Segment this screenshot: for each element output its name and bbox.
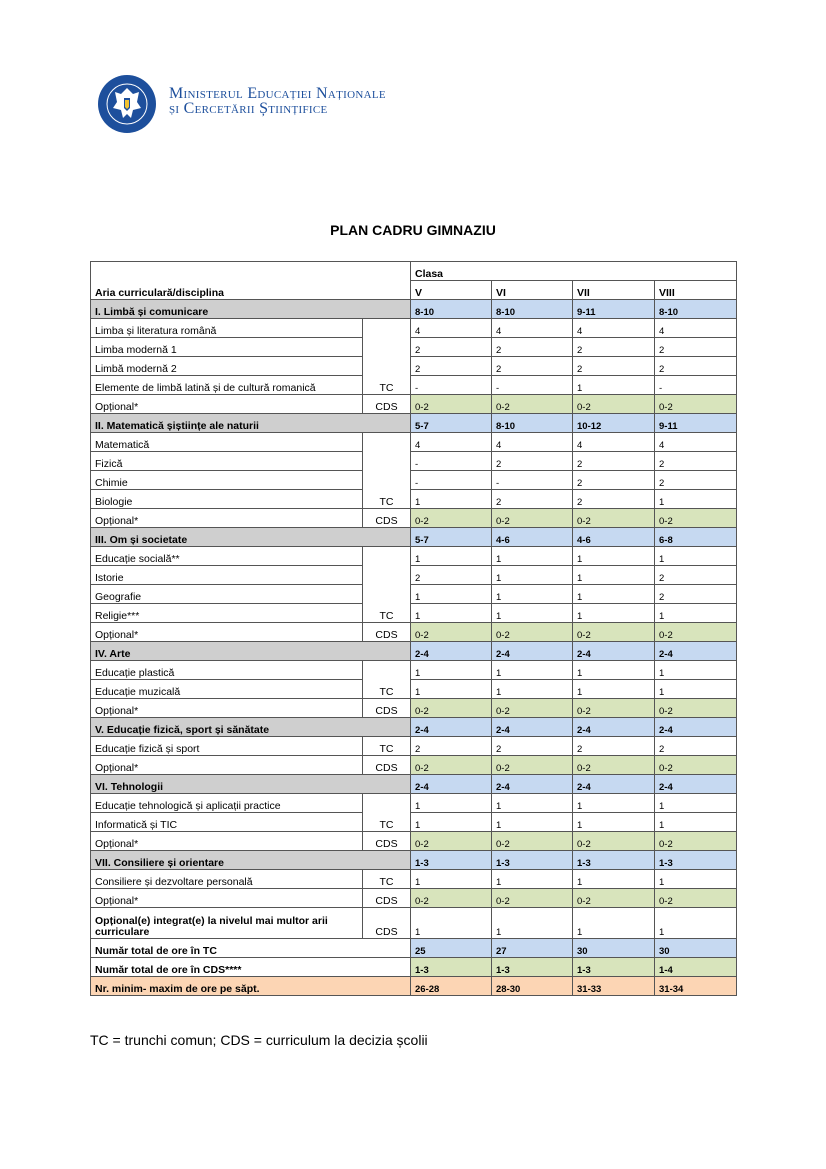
value-cell: 0-2: [411, 509, 492, 528]
subject-row: [91, 566, 737, 585]
clasa-header: Clasa: [411, 262, 737, 281]
value-cell: 1: [655, 908, 737, 939]
total-name: Număr total de ore în TC: [91, 939, 411, 958]
value-cell: 1: [573, 813, 655, 832]
area-row: [91, 528, 737, 547]
value-cell: 4: [655, 433, 737, 452]
total-name: Număr total de ore în CDS****: [91, 958, 411, 977]
value-cell: 1: [573, 661, 655, 680]
cds-label: CDS: [363, 908, 411, 939]
value-cell: 1: [411, 680, 492, 699]
value-cell: 0-2: [492, 756, 573, 775]
value-cell: 4: [655, 319, 737, 338]
value-cell: 0-2: [655, 889, 737, 908]
value-cell: 0-2: [411, 699, 492, 718]
subject-name: Istorie: [91, 566, 363, 585]
value-cell: 1: [411, 794, 492, 813]
value-cell: 1: [573, 870, 655, 889]
value-cell: 1: [492, 813, 573, 832]
area-header: Aria curriculară/disciplina: [91, 262, 411, 300]
value-cell: 1: [492, 566, 573, 585]
value-cell: -: [411, 376, 492, 395]
value-cell: 4: [492, 433, 573, 452]
value-cell: 1: [492, 908, 573, 939]
grade-header: VII: [573, 281, 655, 300]
value-cell: 0-2: [655, 623, 737, 642]
value-cell: 26-28: [411, 977, 492, 996]
value-cell: 2-4: [411, 642, 492, 661]
subject-name: Limba modernă 1: [91, 338, 363, 357]
value-cell: 2-4: [492, 718, 573, 737]
ministry-line-2: și Cercetării Științifice: [169, 100, 328, 117]
value-cell: 2: [655, 338, 737, 357]
value-cell: 2-4: [492, 775, 573, 794]
value-cell: 1: [411, 813, 492, 832]
value-cell: 9-11: [655, 414, 737, 433]
value-cell: 8-10: [655, 300, 737, 319]
value-cell: 1: [411, 908, 492, 939]
table-header-row: [91, 262, 737, 281]
optional-row: [91, 832, 737, 851]
value-cell: 4: [411, 319, 492, 338]
value-cell: 1-4: [655, 958, 737, 977]
value-cell: 1: [492, 661, 573, 680]
subject-row: [91, 794, 737, 813]
optional-name: Opțional*: [91, 756, 363, 775]
value-cell: 2-4: [573, 775, 655, 794]
value-cell: 2: [492, 490, 573, 509]
tc-label: TC: [363, 870, 411, 889]
government-seal-logo: [97, 74, 157, 134]
table-body: [91, 262, 737, 996]
value-cell: 2-4: [411, 718, 492, 737]
cds-label: CDS: [363, 832, 411, 851]
subject-row: [91, 452, 737, 471]
cds-label: CDS: [363, 623, 411, 642]
value-cell: 1: [655, 870, 737, 889]
value-cell: 2: [573, 490, 655, 509]
value-cell: 2: [655, 452, 737, 471]
subject-row: [91, 585, 737, 604]
value-cell: 0-2: [655, 699, 737, 718]
cds-label: CDS: [363, 889, 411, 908]
value-cell: 31-33: [573, 977, 655, 996]
value-cell: 1: [573, 604, 655, 623]
value-cell: 4-6: [573, 528, 655, 547]
value-cell: 1-3: [573, 958, 655, 977]
cds-label: CDS: [363, 395, 411, 414]
value-cell: 1: [492, 547, 573, 566]
value-cell: 2: [492, 357, 573, 376]
optional-row: [91, 623, 737, 642]
optional-name: Opțional*: [91, 623, 363, 642]
value-cell: 2: [655, 737, 737, 756]
subject-row: [91, 661, 737, 680]
subject-name: Limbă modernă 2: [91, 357, 363, 376]
value-cell: 0-2: [411, 889, 492, 908]
area-name: I. Limbă și comunicare: [91, 300, 411, 319]
value-cell: 1: [573, 680, 655, 699]
value-cell: 2: [655, 585, 737, 604]
value-cell: 0-2: [655, 509, 737, 528]
subject-name: Geografie: [91, 585, 363, 604]
cds-label: CDS: [363, 756, 411, 775]
value-cell: 2: [655, 566, 737, 585]
value-cell: 2: [573, 338, 655, 357]
value-cell: 0-2: [573, 395, 655, 414]
value-cell: 0-2: [411, 623, 492, 642]
area-row: [91, 414, 737, 433]
value-cell: 1: [573, 376, 655, 395]
optional-name: Opțional*: [91, 889, 363, 908]
subject-row: [91, 319, 737, 338]
area-name: IV. Arte: [91, 642, 411, 661]
value-cell: 0-2: [573, 699, 655, 718]
value-cell: 0-2: [492, 699, 573, 718]
tc-label: TC: [363, 794, 411, 832]
value-cell: -: [492, 471, 573, 490]
value-cell: 1: [411, 490, 492, 509]
value-cell: -: [492, 376, 573, 395]
subject-row: [91, 433, 737, 452]
optional-row: [91, 756, 737, 775]
value-cell: 2-4: [655, 775, 737, 794]
value-cell: 2: [411, 338, 492, 357]
value-cell: 0-2: [492, 509, 573, 528]
value-cell: 1: [492, 870, 573, 889]
tc-label: TC: [363, 319, 411, 395]
value-cell: 2: [573, 452, 655, 471]
value-cell: 1: [573, 547, 655, 566]
value-cell: 4: [573, 319, 655, 338]
value-cell: 2-4: [411, 775, 492, 794]
subject-row: [91, 357, 737, 376]
value-cell: 6-8: [655, 528, 737, 547]
value-cell: 8-10: [411, 300, 492, 319]
value-cell: 2: [573, 737, 655, 756]
value-cell: 1: [573, 908, 655, 939]
value-cell: 4-6: [492, 528, 573, 547]
value-cell: 2: [655, 357, 737, 376]
subject-row: [91, 490, 737, 509]
value-cell: 0-2: [492, 623, 573, 642]
optional-name: Opțional*: [91, 832, 363, 851]
optional-row: [91, 395, 737, 414]
value-cell: 1-3: [573, 851, 655, 870]
value-cell: 2: [573, 471, 655, 490]
value-cell: 0-2: [411, 756, 492, 775]
cds-label: CDS: [363, 699, 411, 718]
grade-header: VIII: [655, 281, 737, 300]
value-cell: 1: [411, 547, 492, 566]
subject-name: Educație socială**: [91, 547, 363, 566]
subject-name: Educație plastică: [91, 661, 363, 680]
value-cell: 2-4: [655, 718, 737, 737]
subject-row: [91, 471, 737, 490]
value-cell: 2: [411, 566, 492, 585]
value-cell: 1: [655, 490, 737, 509]
value-cell: 27: [492, 939, 573, 958]
value-cell: -: [411, 452, 492, 471]
value-cell: 1: [655, 661, 737, 680]
subject-row: [91, 680, 737, 699]
subject-name: Fizică: [91, 452, 363, 471]
area-row: [91, 851, 737, 870]
value-cell: 1: [492, 794, 573, 813]
value-cell: 8-10: [492, 414, 573, 433]
value-cell: 5-7: [411, 528, 492, 547]
value-cell: 0-2: [573, 756, 655, 775]
total-tc-row: [91, 939, 737, 958]
value-cell: 2-4: [655, 642, 737, 661]
subject-row: [91, 338, 737, 357]
total-name: Nr. minim- maxim de ore pe săpt.: [91, 977, 411, 996]
value-cell: 2: [573, 357, 655, 376]
tc-label: TC: [363, 661, 411, 699]
value-cell: -: [655, 376, 737, 395]
ministry-name: [169, 86, 386, 116]
value-cell: 10-12: [573, 414, 655, 433]
value-cell: 1-3: [655, 851, 737, 870]
value-cell: 0-2: [492, 395, 573, 414]
grade-header: VI: [492, 281, 573, 300]
value-cell: 1: [655, 680, 737, 699]
subject-name: Elemente de limbă latină și de cultură romanică: [91, 376, 363, 395]
optional-row: [91, 889, 737, 908]
subject-name: Educație fizică și sport: [91, 737, 363, 756]
area-row: [91, 300, 737, 319]
value-cell: 1-3: [411, 958, 492, 977]
subject-name: Chimie: [91, 471, 363, 490]
value-cell: 1: [492, 680, 573, 699]
subject-name: Matematică: [91, 433, 363, 452]
area-name: VI. Tehnologii: [91, 775, 411, 794]
value-cell: 4: [411, 433, 492, 452]
optional-row: [91, 699, 737, 718]
value-cell: 2: [492, 737, 573, 756]
value-cell: 31-34: [655, 977, 737, 996]
value-cell: 5-7: [411, 414, 492, 433]
value-cell: 1: [573, 794, 655, 813]
value-cell: 0-2: [573, 889, 655, 908]
optional-name: Opțional*: [91, 395, 363, 414]
cds-label: CDS: [363, 509, 411, 528]
subject-name: Educație tehnologică și aplicații practice: [91, 794, 363, 813]
area-name: VII. Consiliere și orientare: [91, 851, 411, 870]
value-cell: 30: [573, 939, 655, 958]
value-cell: 1: [492, 604, 573, 623]
subject-row: [91, 813, 737, 832]
area-row: [91, 775, 737, 794]
subject-row: [91, 376, 737, 395]
subject-name: Biologie: [91, 490, 363, 509]
value-cell: 8-10: [492, 300, 573, 319]
subject-name: Consiliere și dezvoltare personală: [91, 870, 363, 889]
value-cell: 2: [492, 452, 573, 471]
area-name: III. Om și societate: [91, 528, 411, 547]
value-cell: -: [411, 471, 492, 490]
value-cell: 1: [655, 813, 737, 832]
value-cell: 1: [411, 585, 492, 604]
integrated-row: [91, 908, 737, 939]
legend-note: TC = trunchi comun; CDS = curriculum la decizia școlii: [90, 1032, 428, 1048]
value-cell: 1: [411, 604, 492, 623]
subject-name: Informatică și TIC: [91, 813, 363, 832]
area-row: [91, 642, 737, 661]
optional-row: [91, 509, 737, 528]
subject-row: [91, 737, 737, 756]
value-cell: 0-2: [411, 395, 492, 414]
value-cell: 2-4: [492, 642, 573, 661]
area-name: V. Educație fizică, sport și sănătate: [91, 718, 411, 737]
value-cell: 2: [411, 737, 492, 756]
value-cell: 0-2: [492, 889, 573, 908]
total-range-row: [91, 977, 737, 996]
value-cell: 4: [492, 319, 573, 338]
value-cell: 25: [411, 939, 492, 958]
grade-header: V: [411, 281, 492, 300]
tc-label: TC: [363, 433, 411, 509]
total-cds-row: [91, 958, 737, 977]
area-row: [91, 718, 737, 737]
value-cell: 28-30: [492, 977, 573, 996]
subject-row: [91, 870, 737, 889]
ministry-line-1: Ministerul Educației Naționale: [169, 85, 386, 102]
value-cell: 2: [411, 357, 492, 376]
value-cell: 0-2: [573, 623, 655, 642]
value-cell: 1-3: [492, 958, 573, 977]
value-cell: 30: [655, 939, 737, 958]
value-cell: 2: [492, 338, 573, 357]
value-cell: 1: [573, 566, 655, 585]
value-cell: 1: [573, 585, 655, 604]
value-cell: 0-2: [573, 509, 655, 528]
value-cell: 1-3: [411, 851, 492, 870]
value-cell: 1: [655, 604, 737, 623]
subject-name: Limba și literatura română: [91, 319, 363, 338]
value-cell: 4: [573, 433, 655, 452]
subject-name: Religie***: [91, 604, 363, 623]
subject-name: Educație muzicală: [91, 680, 363, 699]
integrated-name: Opțional(e) integrat(e) la nivelul mai multor arii curriculare: [91, 908, 363, 939]
value-cell: 1: [492, 585, 573, 604]
page-title: PLAN CADRU GIMNAZIU: [330, 222, 496, 238]
area-name: II. Matematică șiștiințe ale naturii: [91, 414, 411, 433]
value-cell: 0-2: [492, 832, 573, 851]
optional-name: Opțional*: [91, 699, 363, 718]
value-cell: 2: [655, 471, 737, 490]
value-cell: 0-2: [655, 756, 737, 775]
tc-label: TC: [363, 547, 411, 623]
value-cell: 1: [655, 794, 737, 813]
subject-row: [91, 604, 737, 623]
value-cell: 0-2: [411, 832, 492, 851]
value-cell: 1-3: [492, 851, 573, 870]
value-cell: 1: [655, 547, 737, 566]
value-cell: 2-4: [573, 642, 655, 661]
value-cell: 0-2: [573, 832, 655, 851]
value-cell: 0-2: [655, 832, 737, 851]
subject-row: [91, 547, 737, 566]
value-cell: 1: [411, 870, 492, 889]
value-cell: 9-11: [573, 300, 655, 319]
value-cell: 2-4: [573, 718, 655, 737]
optional-name: Opțional*: [91, 509, 363, 528]
curriculum-table: [90, 261, 737, 996]
value-cell: 1: [411, 661, 492, 680]
tc-label: TC: [363, 737, 411, 756]
value-cell: 0-2: [655, 395, 737, 414]
